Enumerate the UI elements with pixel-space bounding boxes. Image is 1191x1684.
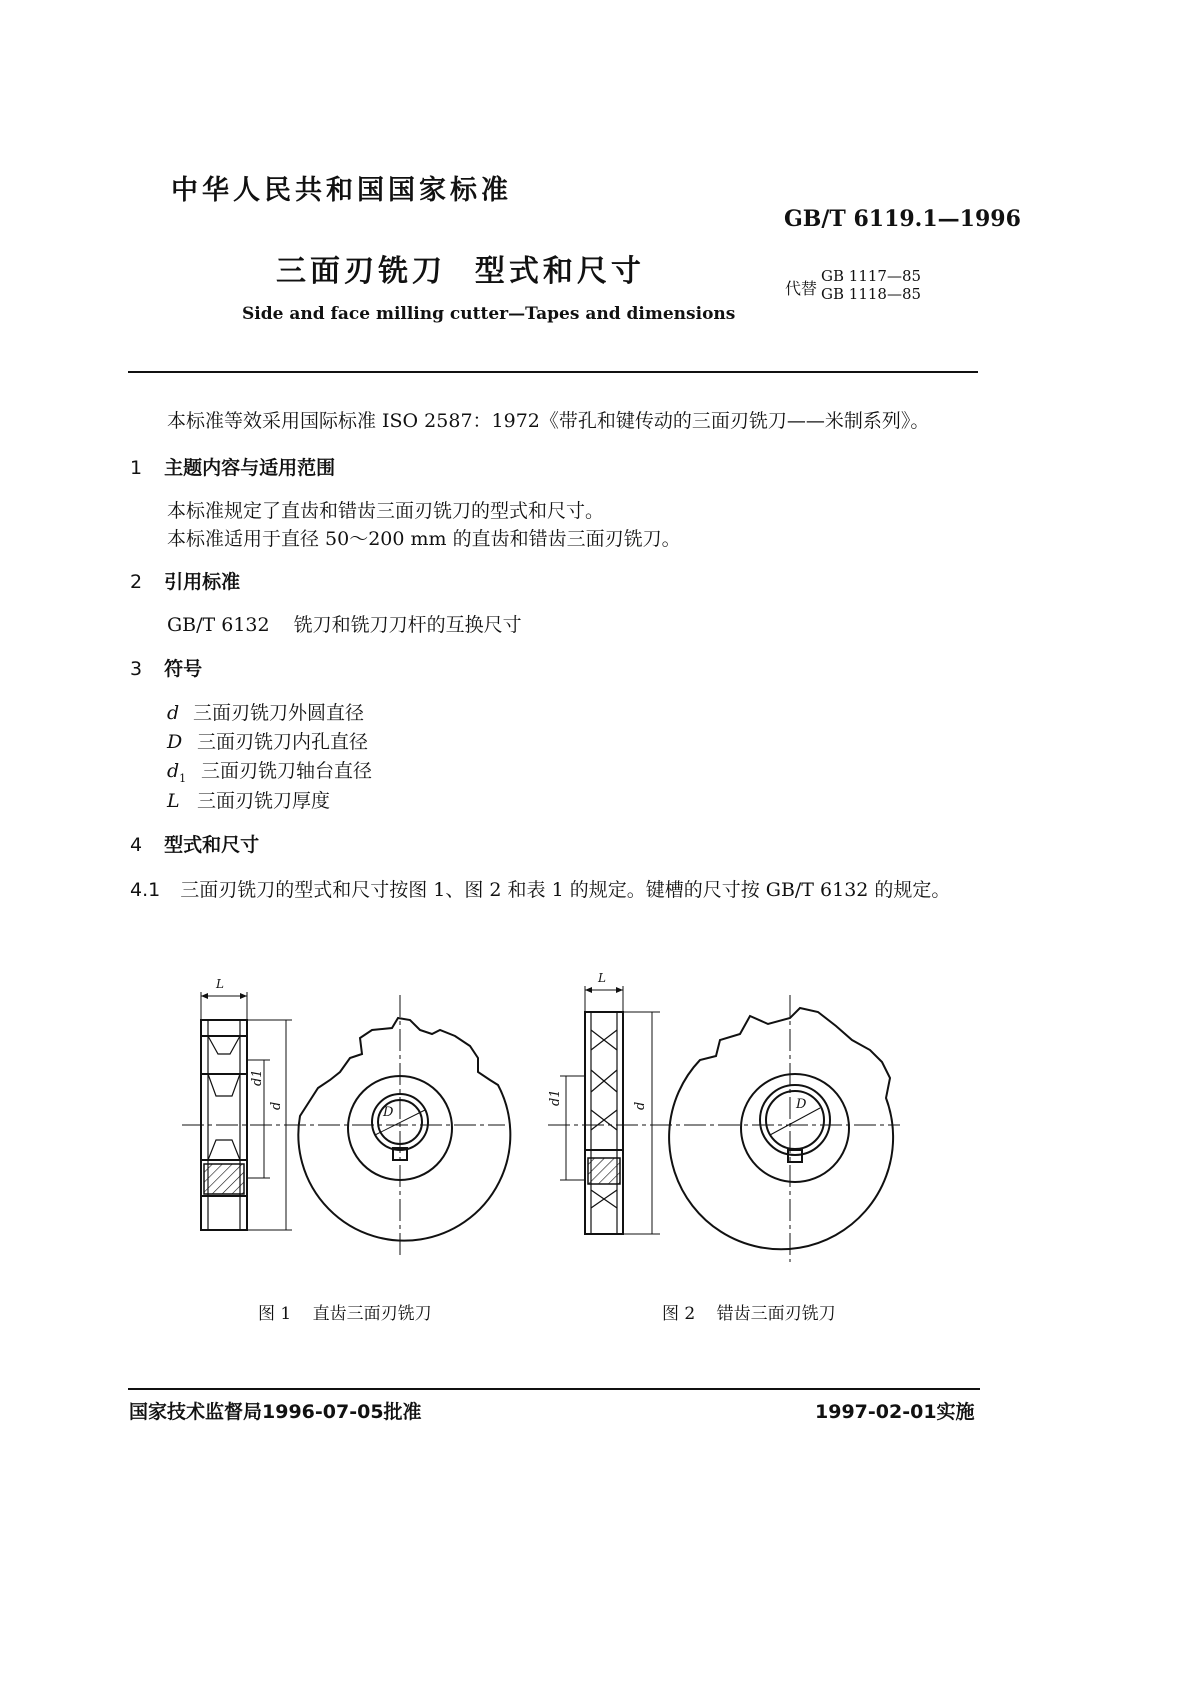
clause-text: 三面刃铣刀的型式和尺寸按图 1、图 2 和表 1 的规定。键槽的尺寸按 GB/T 6132 的规定。	[180, 879, 951, 901]
symbol-description: 三面刃铣刀内孔直径	[197, 731, 369, 753]
section-2-title: 引用标准	[164, 571, 241, 593]
english-title: Side and face milling cutter—Tapes and dimensions	[242, 304, 736, 324]
national-standard-title: 中华人民共和国国家标准	[171, 175, 512, 206]
symbol-description: 三面刃铣刀外圆直径	[193, 702, 365, 724]
figure-1-number: 图 1	[258, 1304, 292, 1324]
symbol-row	[167, 786, 330, 813]
symbol-row	[167, 756, 372, 785]
section-3-title: 符号	[164, 658, 203, 680]
symbol: D	[167, 731, 183, 753]
section-4-heading	[130, 830, 259, 857]
symbol: d	[167, 702, 180, 724]
fig2-label-d: d	[633, 1101, 648, 1110]
section-1-title: 主题内容与适用范围	[164, 457, 336, 479]
figure-1-title: 直齿三面刃铣刀	[312, 1304, 432, 1324]
figure-2-number: 图 2	[662, 1304, 696, 1324]
hub-section-hatch	[588, 1158, 620, 1184]
header-rule	[128, 371, 978, 373]
hub-circle	[741, 1074, 849, 1182]
section-3-number: 3	[130, 658, 143, 680]
symbol: L	[167, 790, 180, 812]
fig1-label-d1: d1	[250, 1069, 265, 1086]
replaced-standard-2: GB 1118—85	[821, 285, 922, 303]
bore-circle	[372, 1094, 428, 1150]
section-4-number: 4	[130, 834, 143, 856]
symbol: d	[167, 760, 180, 782]
section-2-number: 2	[130, 571, 143, 593]
symbol-description: 三面刃铣刀厚度	[197, 790, 331, 812]
symbol-description: 三面刃铣刀轴台直径	[201, 760, 373, 782]
section-4-title: 型式和尺寸	[164, 834, 260, 856]
fig2-label-L: L	[598, 971, 606, 985]
approval-line: 国家技术监督局1996-07-05批准	[129, 1401, 422, 1423]
footer-rule	[128, 1388, 980, 1390]
section-2-heading	[130, 567, 240, 594]
figure-2-caption	[662, 1299, 836, 1324]
side-view-body	[585, 1012, 623, 1234]
implementation-line: 1997-02-01实施	[815, 1401, 975, 1423]
section-1-number: 1	[130, 457, 143, 479]
fig1-label-D: D	[383, 1105, 394, 1120]
keyway	[393, 1148, 407, 1160]
section-1-heading	[130, 453, 335, 480]
replaces-label: 代替	[785, 279, 818, 298]
document-title: 三面刃铣刀 型式和尺寸	[276, 254, 645, 289]
symbol-subscript: 1	[179, 771, 187, 785]
hub-circle	[348, 1076, 452, 1180]
reference-entry	[167, 610, 522, 637]
clause-4-1	[130, 875, 950, 902]
standard-number: GB/T 6119.1—1996	[784, 206, 1021, 232]
figure-2-title: 错齿三面刃铣刀	[716, 1304, 836, 1324]
bore-circle	[760, 1085, 830, 1155]
keyway	[788, 1150, 802, 1162]
clause-number: 4.1	[130, 879, 161, 901]
figure-1-caption	[258, 1299, 432, 1324]
reference-code: GB/T 6132	[167, 614, 270, 636]
replaced-standard-1: GB 1117—85	[821, 267, 922, 285]
section-3-heading	[130, 654, 202, 681]
section-1-paragraph-1: 本标准规定了直齿和错齿三面刃铣刀的型式和尺寸。	[167, 500, 605, 522]
fig2-label-d1: d1	[548, 1089, 563, 1106]
fig1-label-d: d	[269, 1101, 284, 1110]
outer-contour-teeth	[298, 1018, 510, 1241]
fig2-label-D: D	[796, 1097, 807, 1112]
hub-section-hatch	[204, 1164, 244, 1194]
outer-contour-teeth	[669, 1008, 893, 1249]
intro-paragraph: 本标准等效采用国际标准 ISO 2587：1972《带孔和键传动的三面刃铣刀——米制系列》。	[167, 410, 930, 432]
symbol-row	[167, 727, 368, 754]
fig1-label-L: L	[216, 977, 224, 991]
reference-title: 铣刀和铣刀刀杆的互换尺寸	[293, 614, 522, 636]
side-view-body	[201, 1020, 247, 1230]
section-1-paragraph-2: 本标准适用于直径 50～200 mm 的直齿和错齿三面刃铣刀。	[167, 528, 681, 550]
symbol-row	[167, 698, 364, 725]
